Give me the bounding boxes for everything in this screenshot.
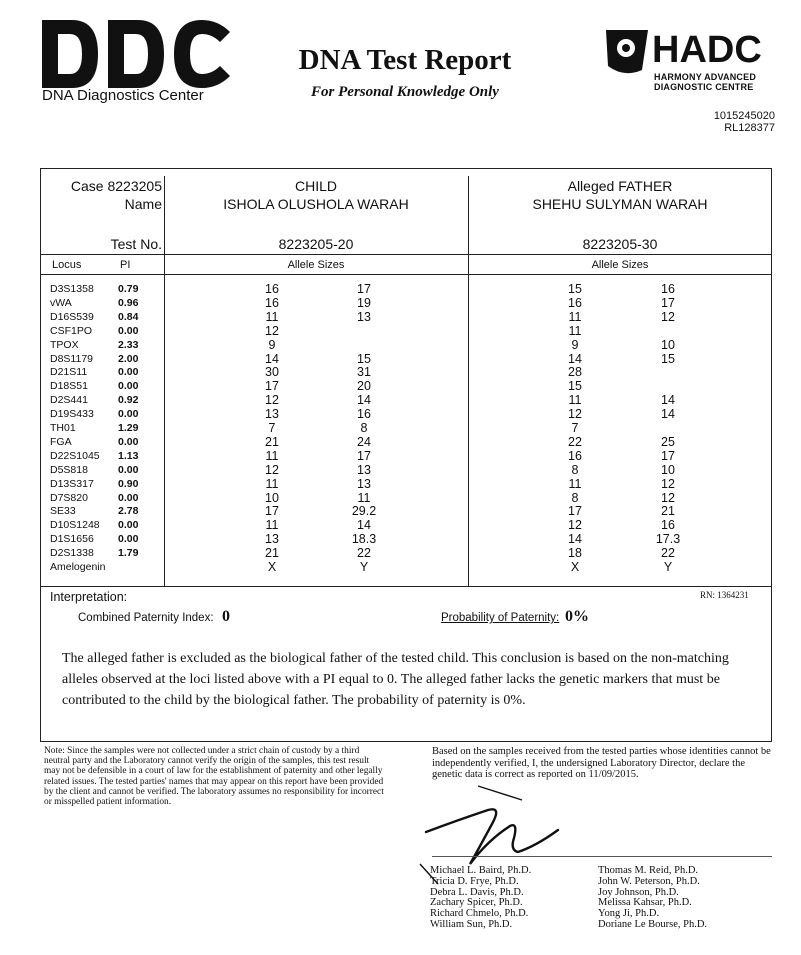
pi-value: 0.90 bbox=[118, 477, 139, 490]
signature-line bbox=[432, 856, 772, 857]
pi-value: 1.79 bbox=[118, 547, 139, 560]
child-allele-1: 16 bbox=[265, 295, 279, 310]
child-allele-1: X bbox=[267, 560, 277, 574]
father-allele-2: 12 bbox=[661, 309, 675, 324]
child-allele-1: 11 bbox=[265, 309, 279, 324]
director-name: John W. Peterson, Ph.D. bbox=[598, 875, 700, 887]
prob-label: Probability of Paternity: bbox=[441, 612, 560, 624]
father-allele-2: 21 bbox=[661, 504, 675, 519]
child-allele-2: 14 bbox=[357, 518, 371, 533]
child-heading: CHILD bbox=[294, 178, 337, 194]
pi-value: 1.29 bbox=[118, 422, 139, 434]
father-allele-2: 15 bbox=[661, 351, 675, 366]
rn-number: RN: 1364231 bbox=[700, 590, 749, 600]
father-allele-2: 17 bbox=[661, 295, 675, 310]
certification-text: Based on the samples received from the tested parties whose identities cannot be independently verified, I, the undersigned Laboratory Director, declare the genetic data is correct as reported on 11/09/2015. bbox=[432, 746, 771, 780]
ddc-logo bbox=[42, 20, 232, 90]
conclusion-text: The alleged father is excluded as the biological father of the tested child. This conclusion is based on the non-matching alleles observed at the loci listed above with a PI equal to 0. The alleged father lacks the genetic markers that must be contributed to the child by the biological father. The probability of paternity is 0%. bbox=[62, 651, 729, 708]
director-name: Yong Ji, Ph.D. bbox=[598, 908, 660, 920]
child-allele-1: 21 bbox=[265, 546, 279, 561]
prob-value: 0% bbox=[565, 608, 589, 625]
pi-value: 0.00 bbox=[118, 380, 139, 393]
child-allele-header: Allele Sizes bbox=[287, 259, 345, 271]
pi-value: 2.00 bbox=[118, 352, 139, 365]
pi-value: 0.00 bbox=[118, 519, 139, 532]
locus-name: D7S820 bbox=[50, 491, 88, 504]
child-allele-1: 14 bbox=[265, 351, 279, 366]
locus-name: D8S1179 bbox=[50, 352, 94, 365]
locus-name: D22S1045 bbox=[50, 449, 100, 462]
child-allele-1: 16 bbox=[265, 282, 279, 296]
pi-value: 0.00 bbox=[118, 366, 139, 379]
hadc-name-line2: DIAGNOSTIC CENTRE bbox=[654, 82, 754, 92]
father-test-no: 8223205-30 bbox=[582, 236, 658, 252]
director-name: Doriane Le Bourse, Ph.D. bbox=[598, 918, 708, 930]
father-allele-1: 16 bbox=[568, 295, 582, 310]
case-number: 8223205 bbox=[107, 178, 162, 194]
pi-value: 0.92 bbox=[118, 394, 139, 407]
divider-header bbox=[40, 254, 772, 255]
directors-right bbox=[598, 866, 707, 931]
director-name: Melissa Kahsar, Ph.D. bbox=[598, 897, 692, 909]
child-allele-1: 13 bbox=[265, 407, 279, 422]
pi-value: 0.00 bbox=[118, 435, 139, 448]
father-allele-1: 11 bbox=[568, 393, 582, 408]
locus-name: FGA bbox=[50, 435, 72, 448]
locus-name: TH01 bbox=[50, 422, 76, 434]
locus-name: D5S818 bbox=[50, 463, 88, 476]
child-allele-1: 12 bbox=[265, 393, 279, 408]
directors-left bbox=[430, 866, 531, 931]
case-row bbox=[68, 178, 162, 194]
locus-name: vWA bbox=[50, 296, 72, 309]
hadc-logo bbox=[604, 26, 764, 78]
child-allele-1: 12 bbox=[265, 323, 279, 338]
child-allele-2: 20 bbox=[357, 379, 371, 394]
child-allele-2: 13 bbox=[357, 462, 371, 477]
hadc-name bbox=[654, 72, 756, 92]
child-allele-1: 10 bbox=[265, 490, 279, 505]
pi-value: 2.33 bbox=[118, 338, 139, 351]
father-allele-1: 14 bbox=[568, 351, 582, 366]
father-allele-1: 28 bbox=[568, 365, 582, 380]
father-allele-1: X bbox=[570, 560, 580, 574]
ddc-name: DNA Diagnostics Center bbox=[42, 87, 204, 104]
father-allele-header: Allele Sizes bbox=[591, 259, 649, 271]
director-name: William Sun, Ph.D. bbox=[430, 918, 513, 930]
father-allele-2: 12 bbox=[661, 490, 675, 505]
locus-header: Locus bbox=[52, 259, 82, 271]
child-allele-1: 17 bbox=[265, 379, 279, 394]
father-allele-2: 16 bbox=[661, 518, 675, 533]
father-allele-1: 14 bbox=[568, 532, 582, 547]
child-allele-2: 16 bbox=[357, 407, 371, 422]
interpretation-label: Interpretation: bbox=[50, 590, 128, 604]
child-allele-2: 17 bbox=[357, 282, 371, 296]
father-allele-1: 18 bbox=[568, 546, 582, 561]
pi-value: 0.79 bbox=[118, 283, 139, 295]
father-allele-1: 8 bbox=[571, 462, 579, 477]
director-name: Thomas M. Reid, Ph.D. bbox=[598, 865, 699, 876]
director-name: Zachary Spicer, Ph.D. bbox=[430, 897, 523, 909]
locus-name: D10S1248 bbox=[50, 519, 100, 532]
director-name: Richard Chmelo, Ph.D. bbox=[430, 908, 529, 920]
pi-value: 0.96 bbox=[118, 296, 139, 309]
locus-name: D2S1338 bbox=[50, 547, 94, 560]
father-allele-1: 11 bbox=[568, 476, 582, 491]
child-allele-2: 29.2 bbox=[351, 504, 377, 519]
father-allele-2: 22 bbox=[661, 546, 675, 561]
father-allele-1: 22 bbox=[568, 434, 582, 449]
father-allele-1: 12 bbox=[568, 407, 582, 422]
locus-name: D13S317 bbox=[50, 477, 94, 490]
child-allele-2: 14 bbox=[357, 393, 371, 408]
locus-name: D2S441 bbox=[50, 394, 88, 407]
father-allele-2: 16 bbox=[661, 282, 675, 296]
child-allele-1: 13 bbox=[265, 532, 279, 547]
father-allele-2: 17 bbox=[661, 448, 675, 463]
father-allele-1: 15 bbox=[568, 379, 582, 394]
child-allele-2: 11 bbox=[357, 490, 371, 505]
child-allele-2: 8 bbox=[360, 421, 368, 435]
child-allele-2: 31 bbox=[357, 365, 371, 380]
father-allele-2: 14 bbox=[661, 407, 675, 422]
name-label: Name bbox=[124, 196, 162, 212]
child-allele-1: 9 bbox=[268, 337, 276, 352]
child-allele-2: Y bbox=[359, 560, 369, 574]
cpi-label: Combined Paternity Index: bbox=[78, 612, 214, 624]
pi-header: PI bbox=[120, 259, 131, 271]
child-allele-2: 13 bbox=[357, 309, 371, 324]
father-allele-1: 7 bbox=[571, 421, 579, 435]
child-allele-2: 17 bbox=[357, 448, 371, 463]
child-allele-2: 13 bbox=[357, 476, 371, 491]
pi-value: 0.84 bbox=[118, 310, 139, 323]
pi-value: 0.00 bbox=[118, 533, 139, 546]
disclaimer-note: Note: Since the samples were not collected under a strict chain of custody by a third neutral party and the Laboratory cannot verify the origin of the samples, this test result may not be defensible in a court of law for the establishment of paternity and other legally related issues. The tested parties' names that may appear on this report have been provided by the client and cannot be verified. The laboratory assumes no responsibility for incorrect or misspelled patient information. bbox=[44, 746, 384, 808]
child-allele-1: 11 bbox=[265, 448, 279, 463]
father-allele-1: 11 bbox=[568, 309, 582, 324]
pi-value: 2.78 bbox=[118, 505, 139, 518]
child-allele-1: 11 bbox=[265, 518, 279, 533]
director-name: Tricia D. Frye, Ph.D. bbox=[430, 875, 519, 887]
divider-table-end bbox=[40, 586, 772, 587]
father-allele-2: 12 bbox=[661, 476, 675, 491]
father-allele-1: 17 bbox=[568, 504, 582, 519]
locus-name: CSF1PO bbox=[50, 324, 93, 337]
director-name: Joy Johnson, Ph.D. bbox=[598, 886, 679, 898]
pi-value: 0.00 bbox=[118, 491, 139, 504]
locus-name: Amelogenin bbox=[50, 561, 106, 573]
child-allele-2: 15 bbox=[357, 351, 371, 366]
reference-number-1: 1015245020 bbox=[713, 110, 775, 122]
locus-name: TPOX bbox=[50, 338, 79, 351]
report-title: DNA Test Report bbox=[298, 44, 512, 76]
locus-name: D3S1358 bbox=[50, 283, 94, 295]
father-allele-1: 15 bbox=[568, 282, 582, 296]
child-allele-1: 7 bbox=[268, 421, 276, 435]
pi-value: 0.00 bbox=[118, 463, 139, 476]
case-label: Case bbox=[70, 178, 104, 194]
child-allele-1: 21 bbox=[265, 434, 279, 449]
father-allele-2: 25 bbox=[661, 434, 675, 449]
child-name: ISHOLA OLUSHOLA WARAH bbox=[223, 196, 409, 212]
child-allele-2: 18.3 bbox=[351, 532, 377, 547]
father-allele-2: Y bbox=[663, 560, 673, 574]
locus-name: SE33 bbox=[50, 505, 76, 518]
report-subtitle: For Personal Knowledge Only bbox=[311, 84, 499, 100]
cpi-value: 0 bbox=[222, 608, 230, 625]
father-allele-2: 17.3 bbox=[655, 532, 681, 547]
father-heading: Alleged FATHER bbox=[567, 178, 673, 194]
father-allele-1: 11 bbox=[568, 323, 582, 338]
pi-value: 0.00 bbox=[118, 408, 139, 421]
locus-name: D19S433 bbox=[50, 408, 94, 421]
locus-name: D16S539 bbox=[50, 310, 94, 323]
father-allele-2: 10 bbox=[661, 337, 675, 352]
child-allele-2: 24 bbox=[357, 434, 371, 449]
hadc-name-line1: HARMONY ADVANCED bbox=[654, 72, 757, 82]
father-allele-1: 16 bbox=[568, 448, 582, 463]
child-allele-1: 17 bbox=[265, 504, 279, 519]
locus-name: D21S11 bbox=[50, 366, 88, 379]
father-allele-1: 9 bbox=[571, 337, 579, 352]
child-allele-1: 12 bbox=[265, 462, 279, 477]
reference-number-2: RL128377 bbox=[724, 122, 775, 134]
father-allele-1: 12 bbox=[568, 518, 582, 533]
director-name: Michael L. Baird, Ph.D. bbox=[430, 865, 532, 876]
pi-value: 1.13 bbox=[118, 449, 139, 462]
locus-name: D18S51 bbox=[50, 380, 88, 393]
test-no-label: Test No. bbox=[110, 236, 162, 252]
locus-name: D1S1656 bbox=[50, 533, 94, 546]
father-name: SHEHU SULYMAN WARAH bbox=[532, 196, 708, 212]
child-test-no: 8223205-20 bbox=[278, 236, 354, 252]
director-name: Debra L. Davis, Ph.D. bbox=[430, 886, 524, 898]
father-allele-2: 14 bbox=[661, 393, 675, 408]
hadc-logo-text: HADC bbox=[652, 29, 762, 71]
pi-value: 0.00 bbox=[118, 324, 139, 337]
child-allele-1: 30 bbox=[265, 365, 279, 380]
divider-columns bbox=[40, 274, 772, 275]
father-allele-1: 8 bbox=[571, 490, 579, 505]
child-allele-2: 19 bbox=[357, 295, 371, 310]
child-allele-2: 22 bbox=[357, 546, 371, 561]
child-allele-1: 11 bbox=[265, 476, 279, 491]
father-allele-2: 10 bbox=[661, 462, 675, 477]
